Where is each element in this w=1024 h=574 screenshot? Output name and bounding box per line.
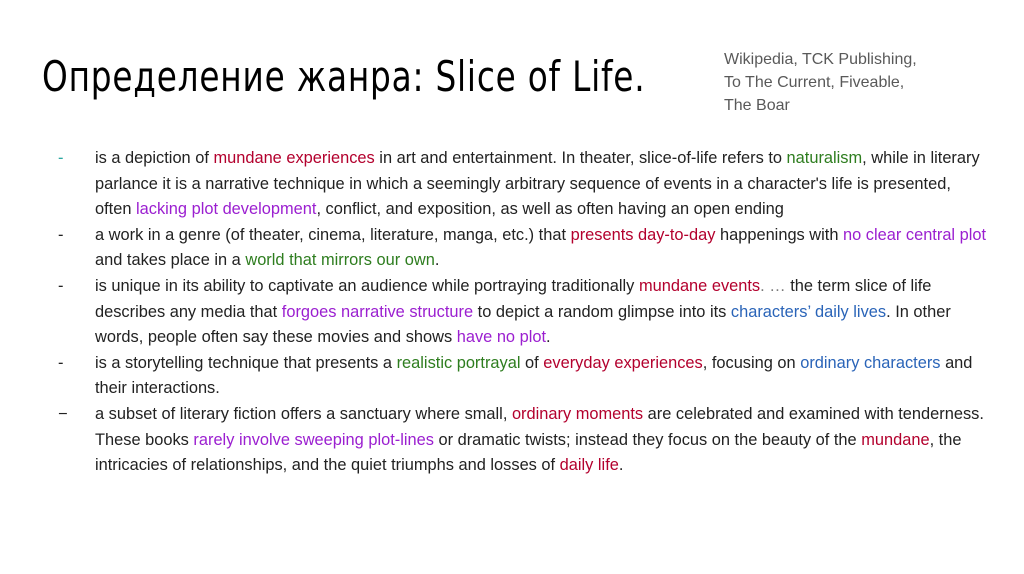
text-segment: , conflict, and exposition, as well as often having an open ending — [316, 200, 784, 219]
highlighted-phrase: naturalism — [786, 149, 863, 167]
text-segment: . — [618, 456, 624, 475]
text-segment: . — [546, 328, 551, 347]
bullet-marker: - — [58, 276, 64, 295]
highlighted-phrase: mundane — [861, 430, 930, 449]
highlighted-phrase: forgoes narrative structure — [281, 302, 474, 321]
text-segment: are celebrated and examined with tenderness. These books — [95, 404, 984, 449]
bullet-marker: - — [58, 353, 64, 372]
text-segment: is unique in its ability to captivate an audience while portraying traditionally — [95, 276, 639, 295]
highlighted-phrase: have no plot — [456, 328, 547, 347]
text-segment: and takes place in a — [95, 251, 246, 270]
highlighted-phrase: presents day-to-day — [570, 225, 716, 244]
text-segment: , focusing on — [702, 353, 801, 372]
definition-list — [58, 146, 988, 479]
highlighted-phrase: ordinary moments — [511, 404, 644, 423]
highlighted-phrase: rarely involve sweeping plot-lines — [193, 430, 434, 449]
definition-item — [58, 351, 988, 402]
highlighted-phrase: characters’ daily lives — [730, 302, 887, 321]
text-segment: the term slice of life describes any media that — [95, 276, 932, 321]
highlighted-phrase: ordinary characters — [800, 353, 941, 372]
highlighted-phrase: no clear central plot — [843, 225, 987, 244]
sources-note: Wikipedia, TCK Publishing, To The Current, Fiveable, The Boar — [724, 51, 917, 114]
text-segment: , while in literary parlance it is a narrative technique in which a seemingly arbitrary sequence of events in a character's life is presented, often — [95, 149, 980, 219]
definition-item — [58, 274, 988, 351]
bullet-marker: - — [58, 149, 64, 167]
text-segment: is a depiction of — [95, 149, 214, 167]
text-segment: happenings with — [715, 225, 844, 244]
bullet-marker: - — [58, 225, 64, 244]
slide-title: Определение жанра: Slice of Life. — [42, 52, 646, 101]
text-segment: in art and entertainment. In theater, slice-of-life refers to — [374, 149, 787, 167]
highlighted-phrase: lacking plot development — [136, 200, 317, 219]
definition-item — [58, 402, 988, 479]
highlighted-phrase: realistic portrayal — [396, 353, 521, 372]
text-segment: and their interactions. — [95, 353, 973, 398]
text-segment: . — [434, 251, 440, 270]
bullet-marker: − — [58, 404, 68, 423]
highlighted-phrase: . … — [760, 276, 791, 295]
text-segment: to depict a random glimpse into its — [473, 302, 731, 321]
text-segment: of — [520, 353, 544, 372]
highlighted-phrase: mundane events — [638, 276, 761, 295]
text-segment: or dramatic twists; instead they focus on the beauty of the — [433, 430, 862, 449]
highlighted-phrase: everyday experiences — [543, 353, 703, 372]
definition-item — [58, 146, 988, 223]
text-segment: is a storytelling technique that presents a — [95, 353, 397, 372]
text-segment: a work in a genre (of theater, cinema, literature, manga, etc.) that — [95, 225, 571, 244]
highlighted-phrase: daily life — [559, 456, 619, 475]
highlighted-phrase: world that mirrors our own — [245, 251, 435, 270]
highlighted-phrase: mundane experiences — [213, 149, 375, 167]
text-segment: . In other words, people often say these movies and shows — [95, 302, 951, 347]
text-segment: , the intricacies of relationships, and the quiet triumphs and losses of — [95, 430, 962, 475]
definition-item — [58, 223, 988, 274]
text-segment: a subset of literary fiction offers a sanctuary where small, — [95, 404, 512, 423]
